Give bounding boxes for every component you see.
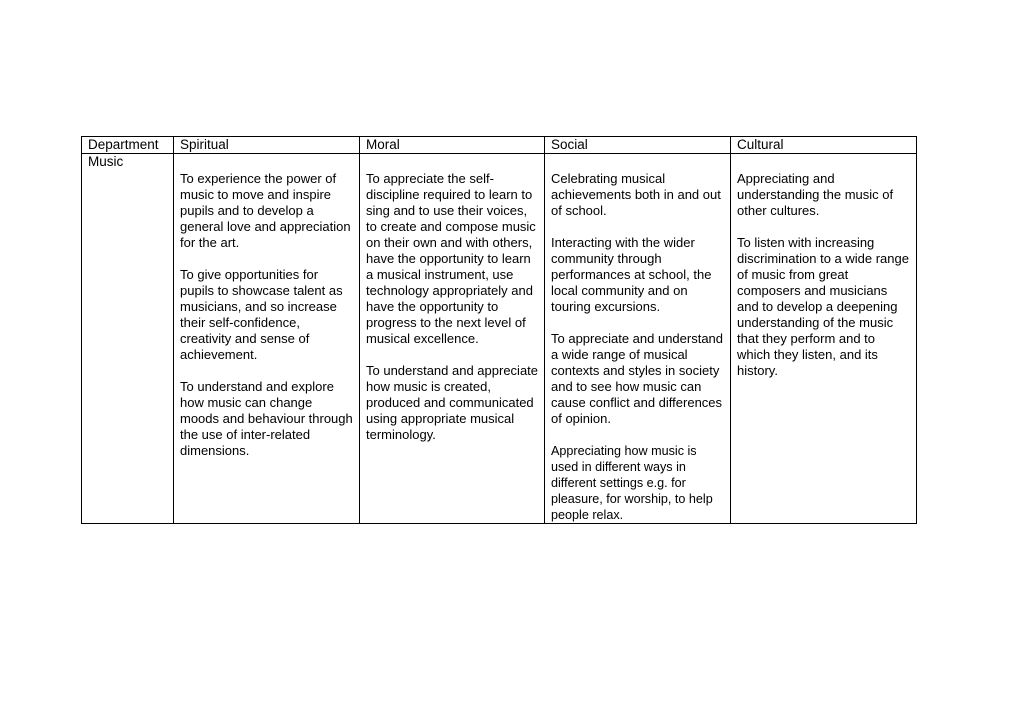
cell-department — [82, 154, 174, 524]
moral-paragraph: To understand and appreciate how music is created, produced and communicated using appropriate musical terminology. — [366, 363, 539, 442]
social-paragraph: To appreciate and understand a wide range of musical contexts and styles in society and to see how music can cause conflict and differences of opinion. — [551, 331, 724, 426]
header-moral: Moral — [360, 137, 545, 154]
social-paragraph: Interacting with the wider community through performances at school, the local community and on touring excursions. — [551, 235, 712, 314]
header-cultural: Cultural — [731, 137, 917, 154]
cell-spiritual — [174, 154, 360, 524]
spiritual-paragraph: To give opportunities for pupils to showcase talent as musicians, and so increase their self-confidence, creativity and sense of achievement. — [180, 267, 343, 362]
department-name: Music — [88, 154, 124, 169]
table-row — [82, 154, 917, 524]
spiritual-paragraph: To understand and explore how music can change moods and behaviour through the use of inter-related dimensions. — [180, 379, 353, 458]
header-spiritual: Spiritual — [174, 137, 360, 154]
moral-paragraph: To appreciate the self-discipline required to learn to sing and to use their voices, to create and compose music on their own and with others, have the opportunity to learn a musical instrument, use technology appropriately and have the opportunity to progress to the next level of musical excellence. — [366, 171, 536, 346]
table-header-row — [82, 137, 917, 154]
header-department: Department — [82, 137, 174, 154]
cell-moral — [360, 154, 545, 524]
header-social: Social — [545, 137, 731, 154]
social-paragraph: Celebrating musical achievements both in and out of school. — [551, 171, 721, 218]
spiritual-paragraph: To experience the power of music to move and inspire pupils and to develop a general love and appreciation for the art. — [180, 171, 351, 250]
cultural-paragraph: Appreciating and understanding the music of other cultures. — [737, 171, 894, 218]
smsc-table — [81, 136, 917, 524]
cell-social — [545, 154, 731, 524]
cell-cultural — [731, 154, 917, 524]
cultural-paragraph: To listen with increasing discrimination to a wide range of music from great composers and musicians and to develop a deepening understanding of the music that they perform and to which they listen, and its history. — [737, 235, 909, 378]
social-paragraph: Appreciating how music is used in different ways in different settings e.g. for pleasure, for worship, to help people relax. — [551, 444, 713, 522]
